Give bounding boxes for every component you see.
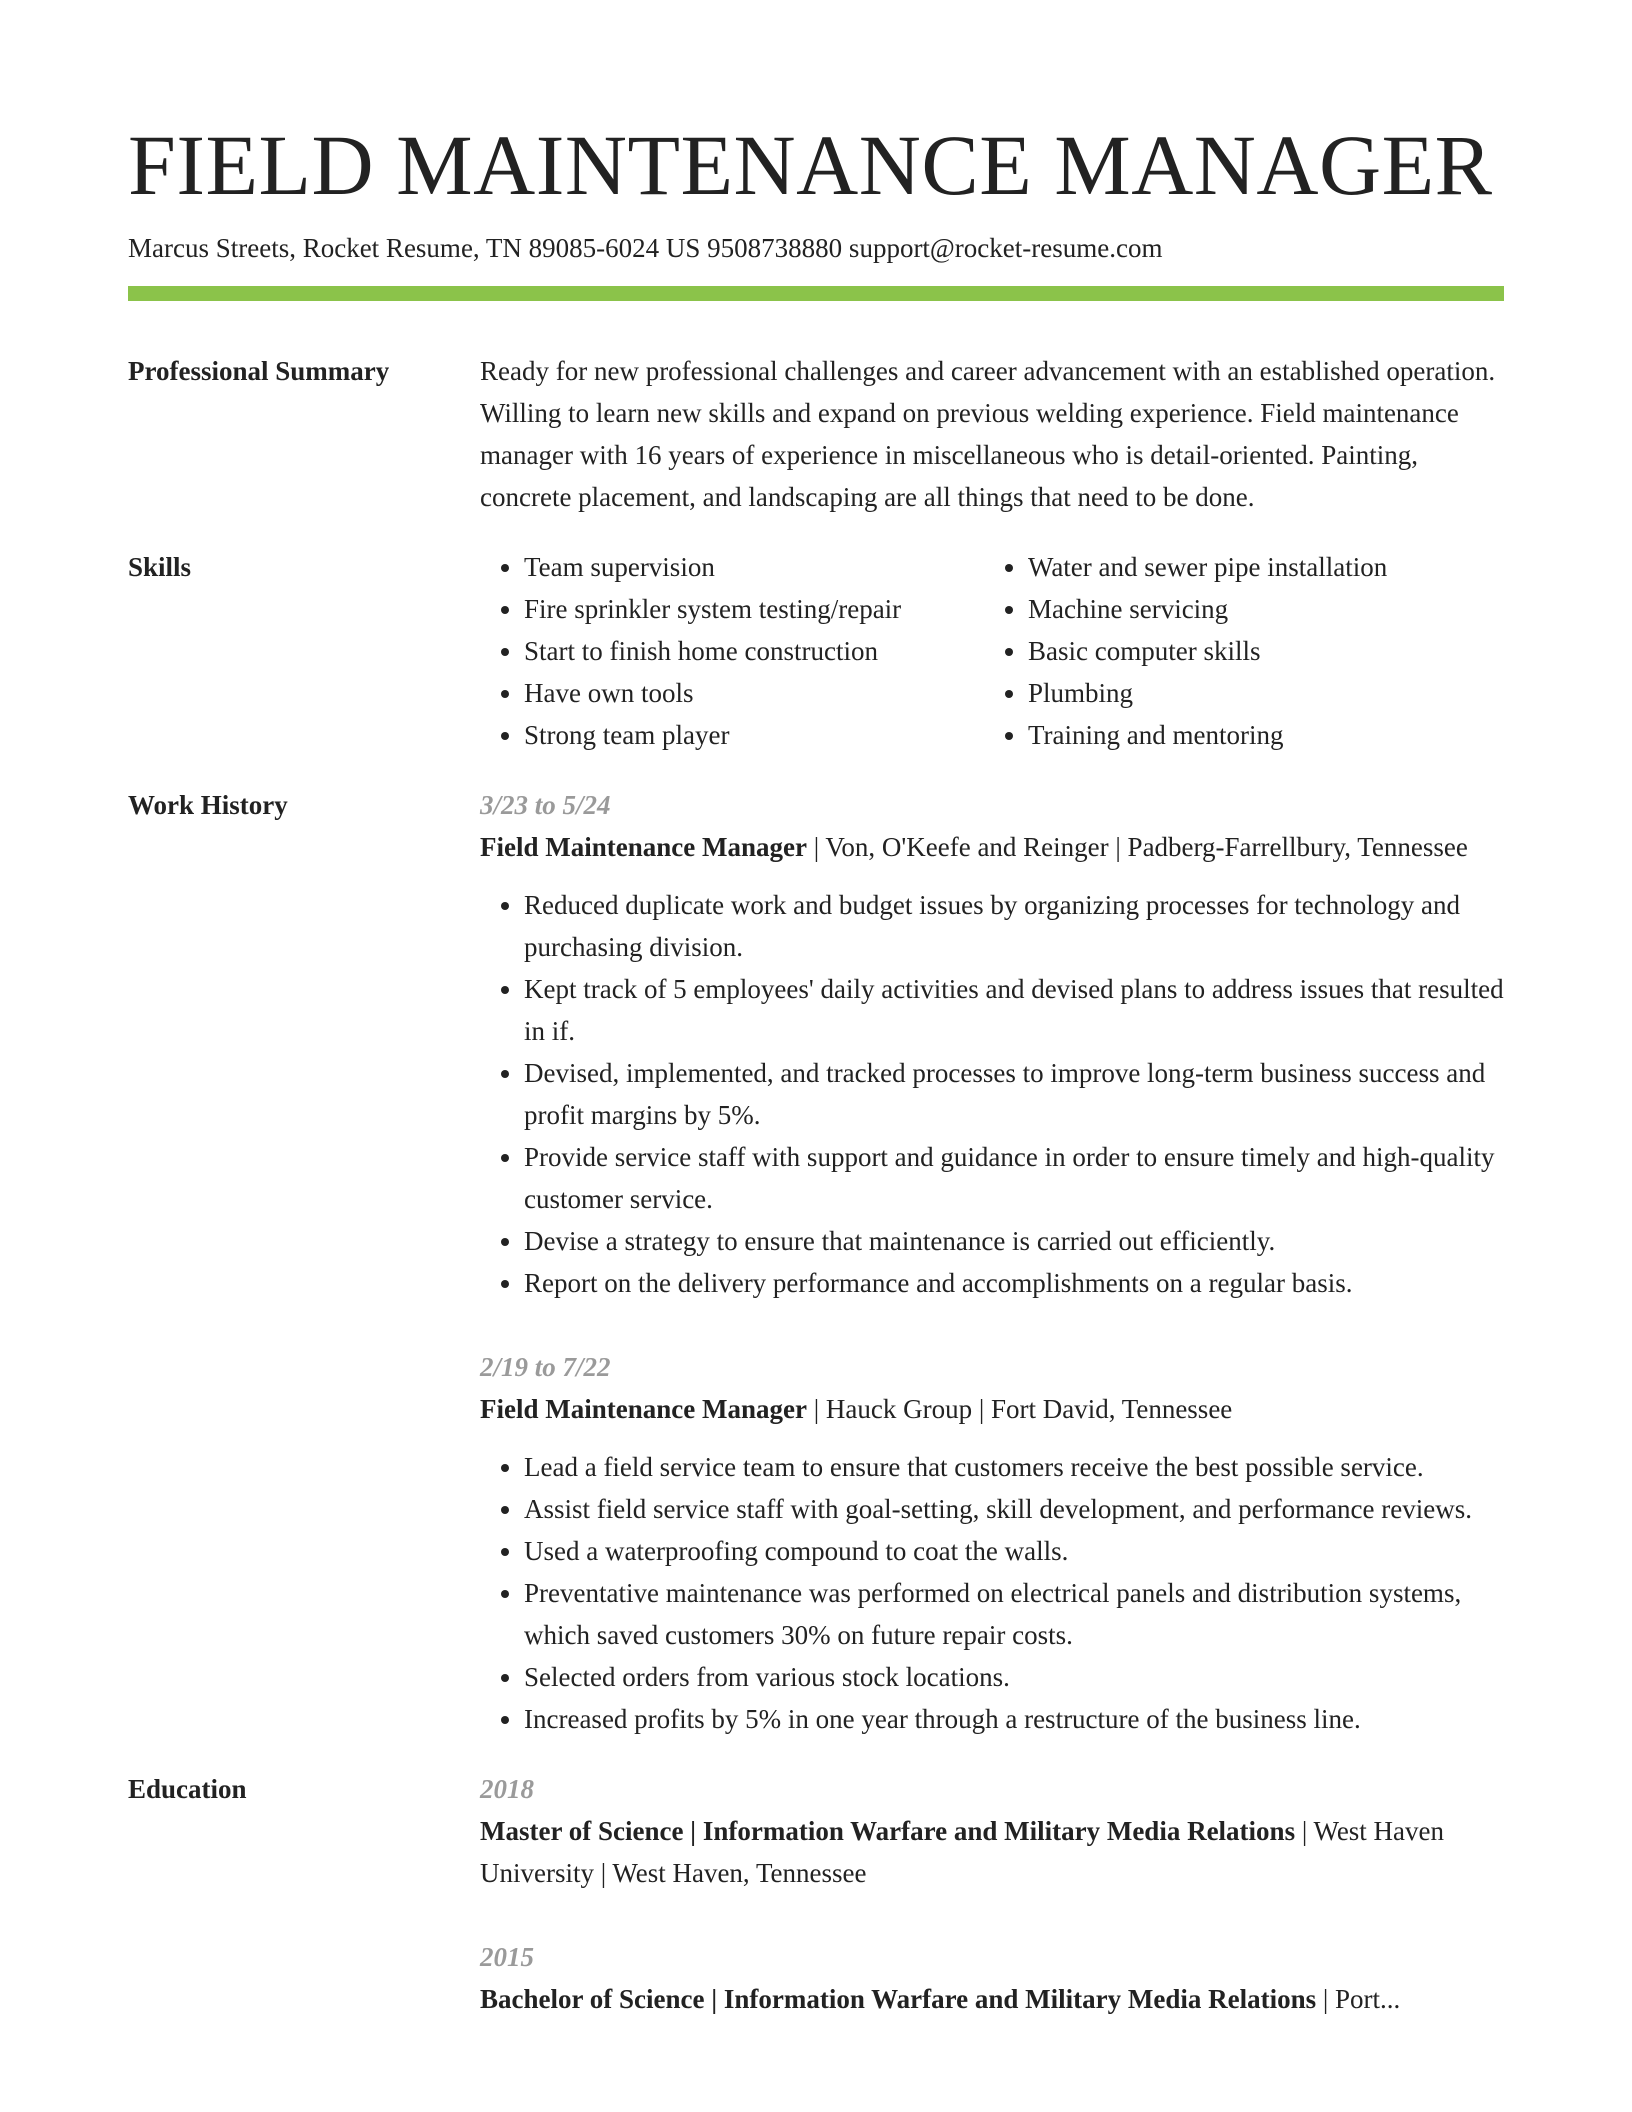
resume-title: FIELD MAINTENANCE MANAGER xyxy=(128,117,1493,213)
education-entry xyxy=(480,1936,1504,2020)
job-bullet: • Kept track of 5 employees' daily activities and devised plans to address issues that resulted in if. xyxy=(524,968,1504,1052)
job-bullet: • Lead a field service team to ensure that customers receive the best possible service. xyxy=(524,1446,1504,1488)
job-bullet: • Provide service staff with support and guidance in order to ensure timely and high-quality customer service. xyxy=(524,1136,1504,1220)
education-heading xyxy=(480,1810,1504,1894)
skill-item: • Water and sewer pipe installation xyxy=(1028,546,1488,588)
job-bullet: • Devise a strategy to ensure that maintenance is carried out efficiently. xyxy=(524,1220,1504,1262)
skills-label: Skills xyxy=(128,552,192,582)
education-year: 2018 xyxy=(480,1774,534,1804)
skills-list-right xyxy=(984,546,1488,756)
skills-columns xyxy=(480,546,1504,756)
professional-summary-text: Ready for new professional challenges and career advancement with an established operation. Willing to learn new skills and expand on previous welding experience. Field maintenance manager with 16 years of experience in miscellaneous who is detail-oriented. Painting, concrete placement, and landscaping are all things that need to be done. xyxy=(480,356,1496,512)
job-entry xyxy=(480,1346,1504,1740)
work-history-section xyxy=(128,784,1504,1740)
education-heading xyxy=(480,1978,1504,2020)
job-bullets xyxy=(480,1446,1504,1740)
job-dates: 3/23 to 5/24 xyxy=(480,790,611,820)
skill-item: • Basic computer skills xyxy=(1028,630,1488,672)
skills-body xyxy=(480,546,1504,756)
education-degree: Master of Science | Information Warfare and Military Media Relations xyxy=(480,1816,1296,1846)
job-heading xyxy=(480,826,1504,868)
skill-item: • Have own tools xyxy=(524,672,984,714)
job-entry xyxy=(480,784,1504,1304)
education-section xyxy=(128,1768,1504,2020)
job-bullet: • Assist field service staff with goal-setting, skill development, and performance reviews. xyxy=(524,1488,1504,1530)
professional-summary-label: Professional Summary xyxy=(128,356,390,386)
job-bullet: • Reduced duplicate work and budget issues by organizing processes for technology and purchasing division. xyxy=(524,884,1504,968)
job-heading xyxy=(480,1388,1504,1430)
job-bullets xyxy=(480,884,1504,1304)
job-bullet: • Preventative maintenance was performed on electrical panels and distribution systems, which saved customers 30% on future repair costs. xyxy=(524,1572,1504,1656)
education-details: | Port... xyxy=(1316,1984,1401,2014)
job-bullet: • Increased profits by 5% in one year through a restructure of the business line. xyxy=(524,1698,1504,1740)
professional-summary-body xyxy=(480,350,1504,518)
contact-line: Marcus Streets, Rocket Resume, TN 89085-6024 US 9508738880 support@rocket-resume.com xyxy=(128,233,1163,263)
education-degree: Bachelor of Science | Information Warfare and Military Media Relations xyxy=(480,1984,1317,2014)
skill-item: • Strong team player xyxy=(524,714,984,756)
skill-item: • Fire sprinkler system testing/repair xyxy=(524,588,984,630)
skill-item: • Team supervision xyxy=(524,546,984,588)
education-entry xyxy=(480,1768,1504,1894)
job-title: Field Maintenance Manager xyxy=(480,832,807,862)
accent-divider xyxy=(128,286,1504,301)
education-details: | West Haven University | West Haven, Tennessee xyxy=(480,1816,1445,1888)
skill-item: • Plumbing xyxy=(1028,672,1488,714)
work-history-body xyxy=(480,784,1504,1740)
skill-item: • Machine servicing xyxy=(1028,588,1488,630)
resume-content xyxy=(128,350,1504,2048)
work-history-label: Work History xyxy=(128,790,288,820)
education-label: Education xyxy=(128,1774,247,1804)
skill-item: • Start to finish home construction xyxy=(524,630,984,672)
skills-section xyxy=(128,546,1504,756)
job-bullet: • Selected orders from various stock locations. xyxy=(524,1656,1504,1698)
education-body xyxy=(480,1768,1504,2020)
skill-item: • Training and mentoring xyxy=(1028,714,1488,756)
job-dates: 2/19 to 7/22 xyxy=(480,1352,611,1382)
skills-list-left xyxy=(480,546,984,756)
job-details: | Von, O'Keefe and Reinger | Padberg-Farrellbury, Tennessee xyxy=(806,832,1468,862)
job-bullet: • Devised, implemented, and tracked processes to improve long-term business success and profit margins by 5%. xyxy=(524,1052,1504,1136)
education-year: 2015 xyxy=(480,1942,534,1972)
job-details: | Hauck Group | Fort David, Tennessee xyxy=(806,1394,1233,1424)
job-title: Field Maintenance Manager xyxy=(480,1394,807,1424)
job-bullet: • Used a waterproofing compound to coat the walls. xyxy=(524,1530,1504,1572)
professional-summary-section xyxy=(128,350,1504,518)
job-bullet: • Report on the delivery performance and accomplishments on a regular basis. xyxy=(524,1262,1504,1304)
